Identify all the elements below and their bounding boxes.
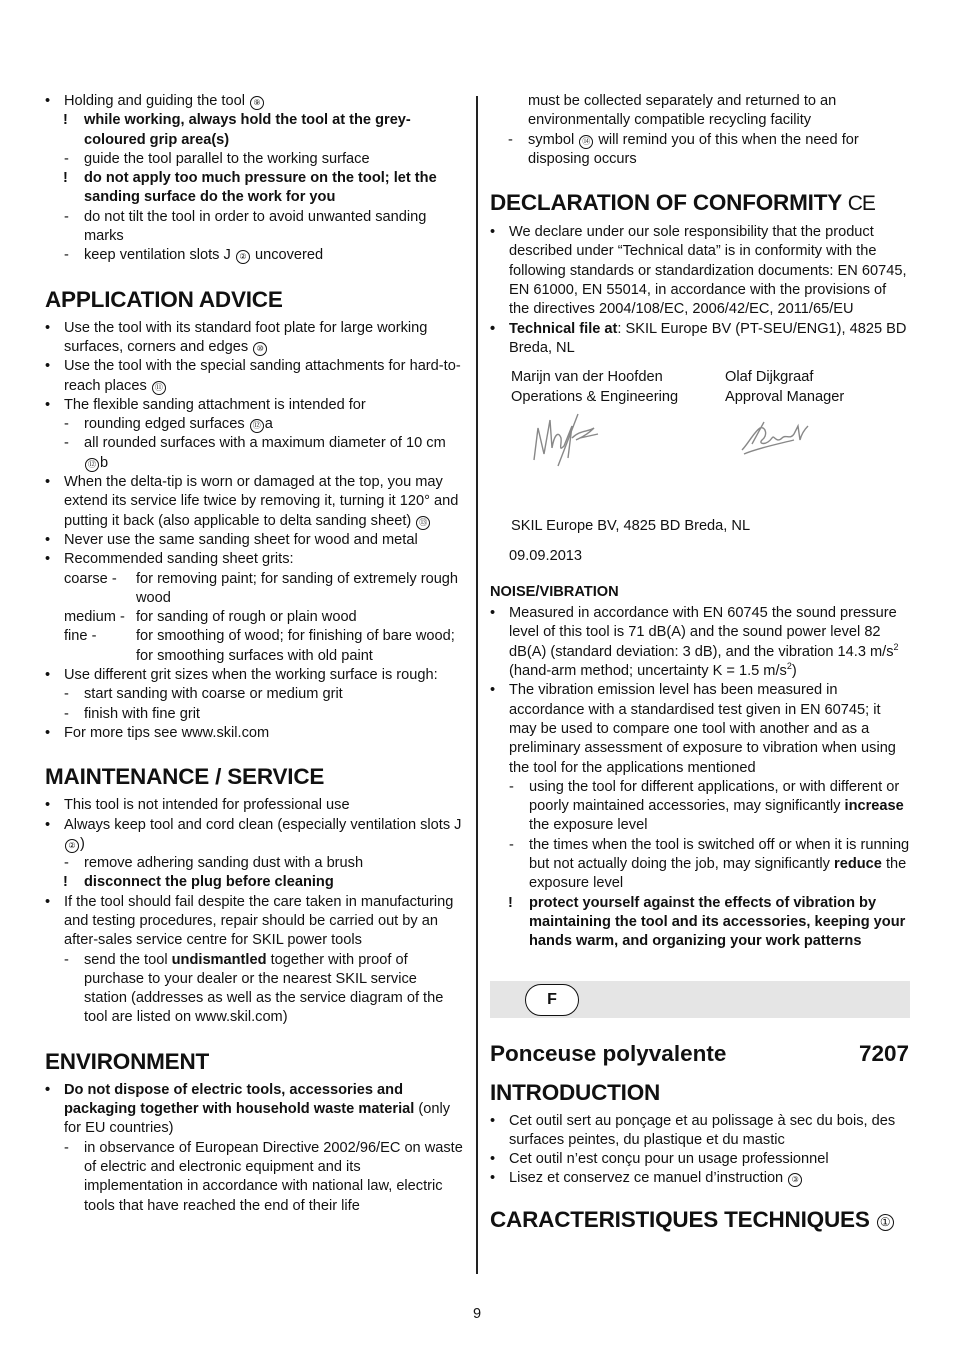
list-item: • This tool is not intended for professional use xyxy=(45,797,350,814)
sub-item: - guide the tool parallel to the working surface xyxy=(64,150,370,167)
ref-marker: ③ xyxy=(788,1173,802,1187)
warning-item: ! do not apply too much pressure on the tool; let the sanding surface do the work for you xyxy=(63,170,437,206)
list-item: • Always keep tool and cord clean (especially ventilation slots J ② ) xyxy=(45,816,462,852)
list-item: • Use the tool with the special sanding attachments for hard-to-reach places ⑪ xyxy=(45,358,461,394)
ref-marker: ⑩ xyxy=(253,342,267,356)
list-item: • Cet outil n’est conçu pour un usage professionnel xyxy=(490,1151,829,1168)
section-heading: INTRODUCTION xyxy=(490,1079,661,1105)
list-item: • We declare under our sole responsibility that the product described under “Technical data” is in conformity with the following standards or standardization documents: EN 60745, EN 61000, EN 55014, in accordance with the provisions of the directives 2004/108/EC, 2006/42/EC, 2011/65/EU xyxy=(490,224,907,318)
signatory-1: Marijn van der Hoofden Operations & Engineering xyxy=(511,369,679,405)
model-number: 7207 xyxy=(858,1040,909,1066)
list-item: • The flexible sanding attachment is intended for xyxy=(45,396,366,413)
sub-item: - all rounded surfaces with a maximum diameter of 10 cm ⑫ b xyxy=(64,435,446,471)
list-item: • Recommended sanding sheet grits: xyxy=(45,551,294,568)
list-item: • Cet outil sert au ponçage et au polissage à sec du bois, des surfaces peintes, du plastique et du mastic xyxy=(490,1112,896,1148)
ref-marker: ⑭ xyxy=(579,135,593,149)
sub-item: - in observance of European Directive 2002/96/EC on waste of electric and electronic equipment and its implementation in accordance with national law, electric tools that have reached the end of their life xyxy=(64,1139,463,1214)
list-item: • When the delta-tip is worn or damaged at the top, you may extend its service life twice by removing it, turning it 120° and putting it back (also applicable to delta sanding sheet) ⑬ xyxy=(45,474,459,529)
signature-1-image xyxy=(528,408,603,470)
list-item: • Use the tool with its standard foot plate for large working surfaces, corners and edges ⑩ xyxy=(45,319,428,355)
sub-item: - remove adhering sanding dust with a brush xyxy=(64,855,364,872)
ref-marker: ⑨ xyxy=(250,96,264,110)
section-heading: CARACTERISTIQUES TECHNIQUES ① xyxy=(490,1207,910,1233)
signature-block xyxy=(490,364,910,509)
list-item: • Lisez et conservez ce manuel d’instruction ③ xyxy=(490,1169,910,1188)
ce-mark: CE xyxy=(847,192,875,216)
signature-2-image xyxy=(738,414,810,458)
list-item: • If the tool should fail despite the care taken in manufacturing and testing procedures, repair should be carried out by an after-sales service centre for SKIL power tools xyxy=(45,893,454,949)
list-item: • For more tips see www.skil.com xyxy=(45,724,270,741)
ref-marker: ② xyxy=(236,250,250,264)
grit-row: coarse - for removing paint; for sanding of extremely rough wood xyxy=(64,570,459,606)
grit-row: medium - for sanding of rough or plain wood xyxy=(64,609,357,626)
declaration-date: 09.09.2013 xyxy=(509,547,583,564)
sub-item: - symbol ⑭ will remind you of this when the need for disposing occurs xyxy=(508,131,859,167)
language-tab-f: F xyxy=(525,984,579,1016)
warning-item: ! protect yourself against the effects of vibration by maintaining the tool and its accessories, keeping your hands warm, and organizing your work patterns xyxy=(508,894,906,950)
left-column xyxy=(45,92,463,1216)
sub-item: - send the tool undismantled together with proof of purchase to your dealer or the nearest SKIL service station (addresses as well as the service diagram of the tool are listed on www.skil.com) xyxy=(64,951,444,1026)
list-item: • Use different grit sizes when the working surface is rough: xyxy=(45,667,438,684)
list-item: • Holding and guiding the tool ⑨ xyxy=(45,92,463,111)
ref-marker: ⑪ xyxy=(152,381,166,395)
company-line: SKIL Europe BV, 4825 BD Breda, NL xyxy=(511,518,751,535)
section-heading: DECLARATION OF CONFORMITY CE xyxy=(490,190,875,216)
section-heading: APPLICATION ADVICE xyxy=(45,286,283,312)
sub-item: - the times when the tool is switched off or when it is running but not actually doing the job, may significantly reduce the exposure level xyxy=(509,836,910,892)
column-divider xyxy=(476,96,478,1274)
sub-item: - keep ventilation slots J ② uncovered xyxy=(64,247,324,264)
list-item: • Never use the same sanding sheet for wood and metal xyxy=(45,531,418,548)
sub-item-continued: must be collected separately and returned to an environmentally compatible recycling facility xyxy=(528,93,837,129)
sub-item: - start sanding with coarse or medium grit xyxy=(64,686,343,703)
section-heading: ENVIRONMENT xyxy=(45,1048,210,1074)
right-column xyxy=(490,92,910,1239)
section-heading: MAINTENANCE / SERVICE xyxy=(45,764,325,790)
ref-marker: ⑫ xyxy=(250,419,264,433)
warning-item: ! while working, always hold the tool at the grey-coloured grip area(s) xyxy=(63,112,411,148)
list-item: • Measured in accordance with EN 60745 the sound pressure level of this tool is 71 dB(A) and the sound power level 82 dB(A) (standard deviation: 3 dB), and the vibration 14.3 $m/s^2$ (hand-arm method; uncertainty K = 1.5 $m/s^2$) xyxy=(490,605,899,680)
ref-marker: ② xyxy=(65,839,79,853)
warning-item: ! disconnect the plug before cleaning xyxy=(63,874,334,891)
ref-marker: ① xyxy=(877,1214,894,1231)
list-item: • Do not dispose of electric tools, accessories and packaging together with household waste material (only for EU countries) xyxy=(45,1081,451,1137)
ref-marker: ⑬ xyxy=(416,516,430,530)
list-item: • The vibration emission level has been measured in accordance with a standardised test given in EN 60745; it may be used to compare one tool with another and as a preliminary assessment of exposure to vibration when using the tool for the applications mentioned xyxy=(490,682,896,776)
section-heading: NOISE/VIBRATION xyxy=(490,583,619,600)
sub-item: - rounding edged surfaces ⑫ a xyxy=(64,416,273,433)
language-band xyxy=(490,981,910,1018)
ref-marker: ⑫ xyxy=(85,458,99,472)
sub-item: - using the tool for different applications, or with different or poorly maintained accessories, may significantly increase the exposure level xyxy=(509,778,904,834)
product-title: Ponceuse polyvalente 7207 xyxy=(490,1040,909,1066)
sub-item: - do not tilt the tool in order to avoid unwanted sanding marks xyxy=(64,208,427,245)
sub-item: - finish with fine grit xyxy=(64,705,200,722)
grit-row: fine - for smoothing of wood; for finishing of bare wood; for smoothing surfaces with old paint xyxy=(64,628,455,664)
signatory-2: Olaf Dijkgraaf Approval Manager xyxy=(725,369,845,405)
list-item: • Technical file at: SKIL Europe BV (PT-SEU/ENG1), 4825 BD Breda, NL xyxy=(490,320,907,356)
page-number: 9 xyxy=(472,1306,482,1322)
